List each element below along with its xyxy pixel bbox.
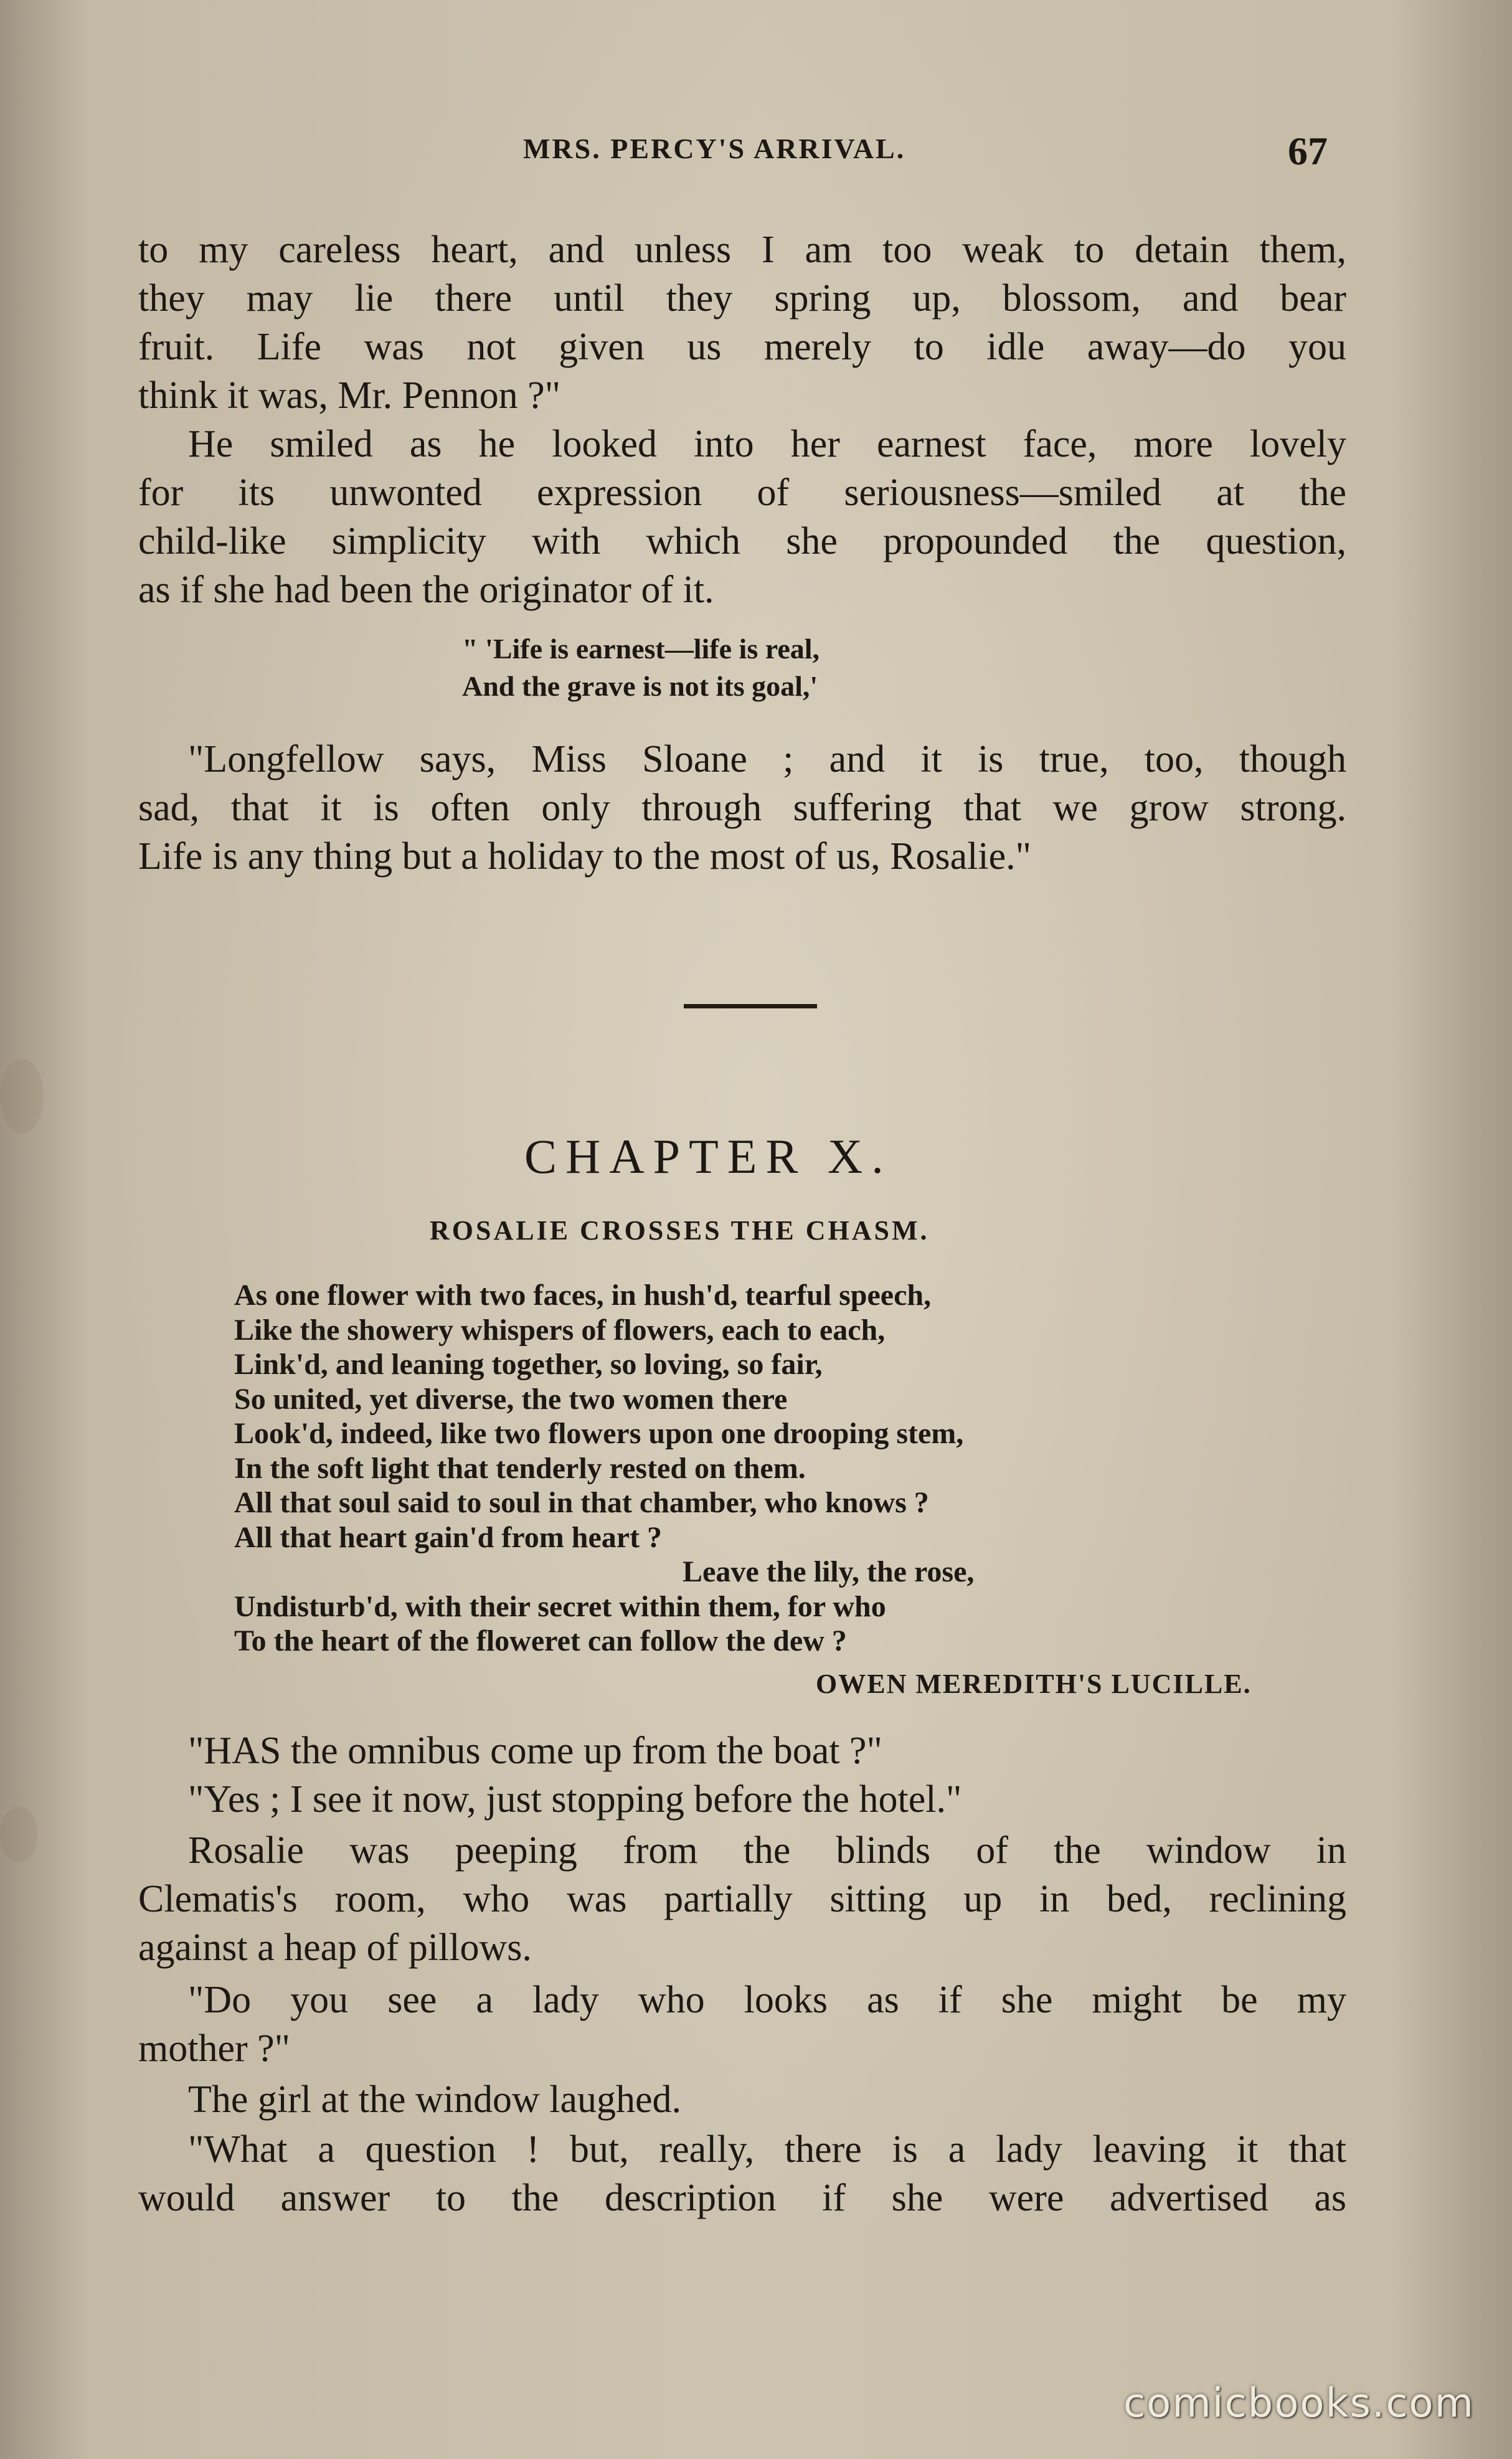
text-line: they may lie there until they spring up, blossom, and bear — [138, 277, 1346, 320]
quote-line: " 'Life is earnest—life is real, — [462, 633, 820, 665]
text-line: The girl at the window laughed. — [188, 2078, 682, 2121]
text-line: think it was, Mr. Pennon ?" — [138, 374, 561, 417]
text-line: "HAS the omnibus come up from the boat ?" — [188, 1730, 882, 1772]
epigraph-line: Undisturb'd, with their secret within them, for who — [234, 1590, 886, 1623]
dialogue-lines — [138, 1727, 1346, 1824]
text-line: "Do you see a lady who looks as if she might be my — [188, 1979, 1346, 2021]
epigraph-attribution: OWEN MEREDITH'S LUCILLE. — [816, 1669, 1252, 1699]
epigraph-line: Link'd, and leaning together, so loving, so fair, — [234, 1348, 823, 1381]
page-number: 67 — [1288, 129, 1328, 173]
epigraph-line: As one flower with two faces, in hush'd, tearful speech, — [234, 1279, 932, 1312]
text-line: Rosalie was peeping from the blinds of the window in — [188, 1829, 1346, 1872]
epigraph-line: All that heart gain'd from heart ? — [234, 1520, 663, 1554]
paper-stain — [0, 1059, 44, 1134]
paragraph-1 — [138, 225, 1346, 420]
text-line: Clematis's room, who was partially sitting up in bed, reclining — [138, 1878, 1346, 1920]
epigraph — [234, 1278, 974, 1659]
text-line: He smiled as he looked into her earnest face, more lovely — [188, 423, 1346, 465]
text-line: as if she had been the originator of it. — [138, 569, 714, 611]
paragraph-4 — [138, 1826, 1346, 1972]
paragraph-7 — [138, 2125, 1346, 2222]
text-line: "What a question ! but, really, there is a lady leaving it that — [188, 2128, 1346, 2171]
epigraph-line: So united, yet diverse, the two women there — [234, 1382, 788, 1416]
text-line: mother ?" — [138, 2027, 290, 2070]
paper-stain — [0, 1806, 37, 1862]
text-line: child-like simplicity with which she propounded the question, — [138, 520, 1346, 562]
text-line: to my careless heart, and unless I am too weak to detain them, — [138, 229, 1346, 271]
paragraph-6 — [138, 2075, 1346, 2124]
epigraph-line: All that soul said to soul in that chamber, who knows ? — [234, 1486, 929, 1519]
text-line: Life is any thing but a holiday to the most of us, Rosalie." — [138, 835, 1031, 878]
text-line: fruit. Life was not given us merely to idle away—do you — [138, 326, 1346, 368]
watermark: comicbooks.com — [1123, 2381, 1475, 2427]
epigraph-line: Look'd, indeed, like two flowers upon one drooping stem, — [234, 1417, 964, 1450]
section-divider — [684, 1004, 817, 1008]
paragraph-2 — [138, 420, 1346, 614]
paragraph-5 — [138, 1976, 1346, 2073]
text-line: would answer to the description if she were advertised as — [138, 2177, 1346, 2219]
epigraph-line: In the soft light that tenderly rested on them. — [234, 1451, 806, 1485]
epigraph-line: Like the showery whispers of flowers, each to each, — [234, 1313, 886, 1347]
text-line: against a heap of pillows. — [138, 1926, 532, 1969]
paragraph-3 — [138, 735, 1346, 881]
chapter-title: CHAPTER X. — [524, 1129, 892, 1183]
text-line: for its unwonted expression of seriousness—smiled at the — [138, 471, 1346, 514]
inline-quote — [462, 630, 820, 705]
running-head: MRS. PERCY'S ARRIVAL. — [523, 133, 906, 164]
quote-line: And the grave is not its goal,' — [462, 670, 818, 702]
text-line: "Yes ; I see it now, just stopping before the hotel." — [188, 1778, 962, 1821]
chapter-subtitle: ROSALIE CROSSES THE CHASM. — [430, 1215, 930, 1246]
epigraph-line: Leave the lily, the rose, — [683, 1555, 975, 1588]
epigraph-line: To the heart of the floweret can follow the dew ? — [234, 1624, 847, 1657]
text-line: sad, that it is often only through suffering that we grow strong. — [138, 787, 1346, 829]
text-line: "Longfellow says, Miss Sloane ; and it is true, too, though — [188, 738, 1346, 780]
